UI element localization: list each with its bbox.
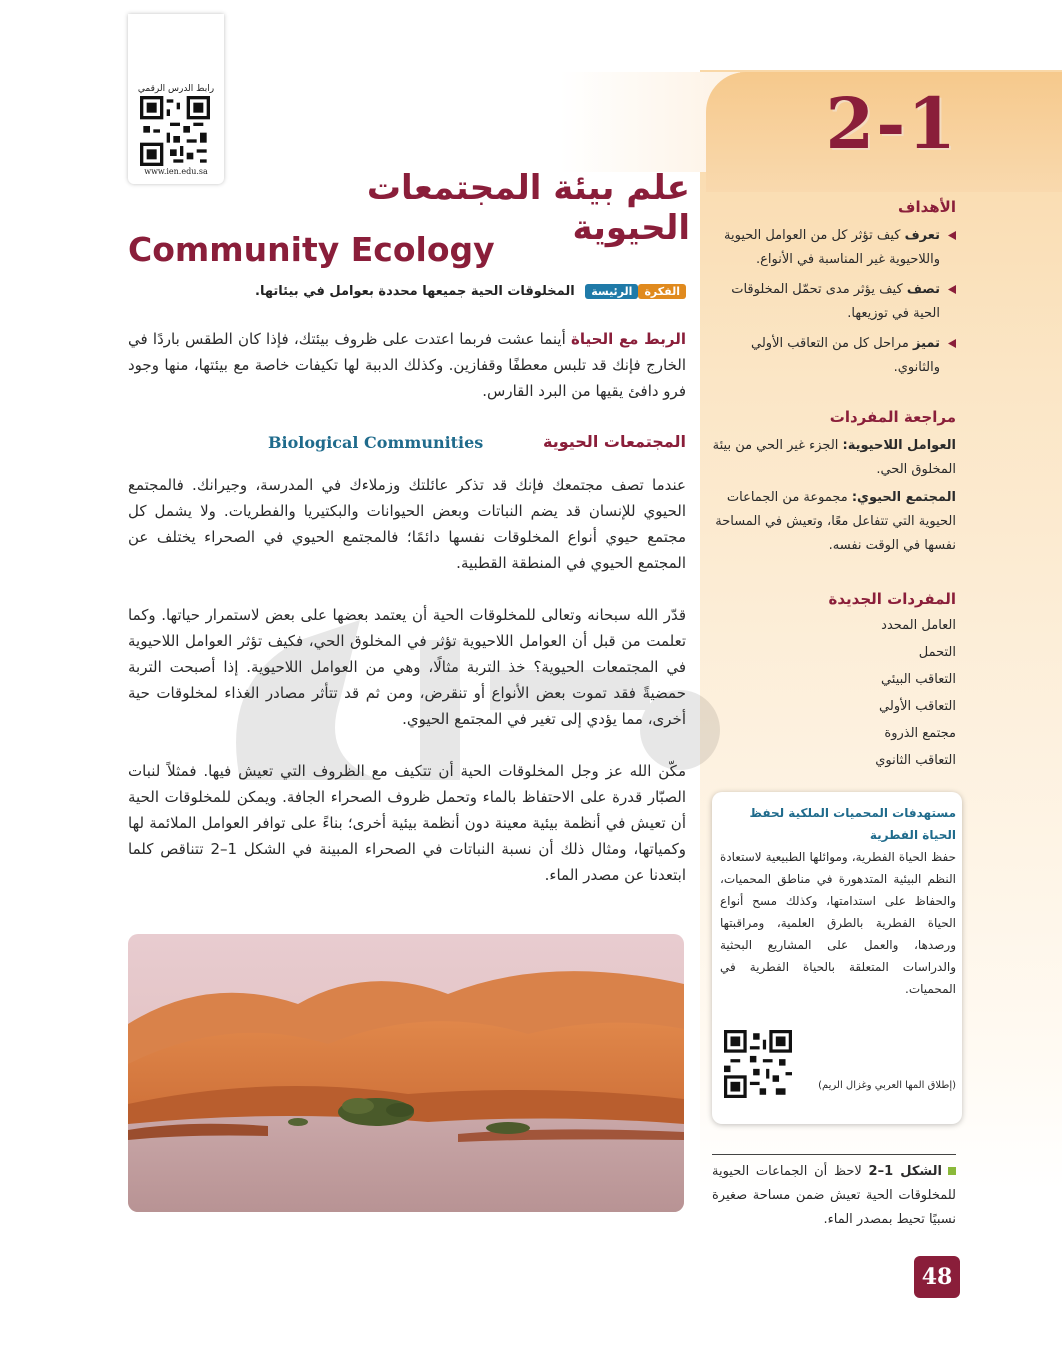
intro-lead: الربط مع الحياة (571, 330, 686, 348)
figure-caption-text: لاحظ أن الجماعات الحيوية للمخلوقات الحية تعيش ضمن مساحة صغيرة نسبيًا تحيط بمصدر الماء. (712, 1164, 956, 1227)
main-idea-badge-idea: الفكرة (638, 284, 686, 299)
figure-caption (712, 1160, 956, 1232)
lesson-title-arabic: علم بيئة المجتمعات الحيوية (366, 168, 690, 248)
objective-text: كيف تؤثر كل من العوامل الحيوية واللاحيوية غير المناسبة في الأنواع. (724, 228, 940, 267)
royal-reserves-title: مستهدفات المحميات الملكية لحفظ الحياة الفطرية (749, 806, 956, 842)
body-paragraph-3: مكّن الله عز وجل المخلوقات الحية أن تتكيف مع الظروف التي تعيش فيها. فمثلاً لنبات الصبّار قدرة على الاحتفاظ بالماء وتحمل ظروف الصحراء الجافة. ويمكن للمخلوقات الحية أن تعيش في أنظمة بيئية معينة دون أنظمة بيئية أخرى؛ بناءً على توافر العوامل الملائمة لها وكمياتها، ومثال ذلك أن نسبة النباتات في الصحراء المبينة في الشكل 1–2 تتناقص كلما ابتعدنا عن مصدر الماء. (128, 762, 686, 884)
intro-paragraph (128, 326, 686, 404)
bullet-icon (948, 231, 956, 240)
objectives-list (712, 224, 956, 386)
review-vocab-title: مراجعة المفردات (829, 408, 956, 426)
new-vocab-title: المفردات الجديدة (828, 590, 956, 608)
objective-label: تعرف (904, 228, 940, 243)
objective-item (712, 224, 956, 272)
objective-text: مراحل كل من التعاقب الأولي والثانوي. (751, 336, 940, 375)
caption-divider (712, 1154, 956, 1155)
new-vocab-item: التعاقب الثانوي (875, 753, 956, 768)
new-vocab-item: التعاقب البيئي (880, 672, 956, 687)
main-idea-badge-main: الرئيسة (585, 284, 638, 299)
objective-text: كيف يؤثر مدى تحمّل المخلوقات الحية في توزيعها. (731, 282, 940, 321)
lesson-number: 2-1 (825, 82, 958, 165)
desert-oasis-photo (128, 934, 684, 1212)
lesson-title-english: Community Ecology (128, 230, 495, 269)
objective-label: تميز (913, 336, 940, 351)
qr-code-icon[interactable] (722, 1030, 794, 1098)
new-vocab-item: التعاقب الأولي (879, 699, 956, 714)
vocab-definition: مجموعة من الجماعات الحيوية التي تتفاعل معًا، وتعيش في المساحة نفسها في الوقت نفسه. (715, 490, 956, 553)
qr-code-icon[interactable] (138, 96, 212, 166)
page-number: 48 (914, 1256, 960, 1298)
new-vocab-list (712, 612, 956, 774)
vocab-term: المجتمع الحيوي: (851, 490, 956, 505)
review-vocab-item (712, 486, 956, 558)
new-vocab-item: التحمل (918, 645, 956, 660)
intro-text: أينما عشت فربما اعتدت على ظروف بيئتك، فإذا كان الطقس باردًا في الخارج فإنك قد تلبس معطفًا وقفازين. وكذلك الدببة لها تكيفات خاصة مع بيئتها، منها وجود فرو دافئ يقيها من البرد القارس. (128, 330, 686, 400)
body-paragraph-1: عندما تصف مجتمعك فإنك قد تذكر عائلتك وزملاءك في المدرسة، وجيرانك. فالمجتمع الحيوي للإنسان قد يضم النباتات وبعض الحيوانات والبكتيريا والفطريات. ولا يشمل كل مجتمع حيوي أنواع المخلوقات نفسها دائمًا؛ فالمجتمع الحيوي في الصحراء يختلف عن المجتمع الحيوي في المنطقة القطبية. (128, 476, 686, 572)
figure-label: الشكل 1–2 (868, 1164, 942, 1179)
objective-item (712, 278, 956, 326)
new-vocab-item: العامل المحدد (881, 618, 956, 633)
vocab-definition: الجزء غير الحي من بيئة المخلوق الحي. (712, 438, 956, 477)
bullet-icon (948, 339, 956, 348)
bullet-icon (948, 285, 956, 294)
review-vocab-list (712, 434, 956, 558)
objectives-title: الأهداف (898, 198, 956, 216)
objective-item (712, 332, 956, 380)
qr-label: رابط الدرس الرقمي (137, 84, 215, 94)
section-heading-arabic: المجتمعات الحيوية (543, 432, 686, 451)
review-vocab-item (712, 434, 956, 482)
section-heading-english: Biological Communities (268, 433, 484, 452)
main-idea-text: المخلوقات الحية جميعها محددة بعوامل في بيئاتها. (255, 284, 575, 299)
new-vocab-item: مجتمع الذروة (884, 726, 956, 741)
main-idea (230, 284, 686, 312)
section-heading (250, 432, 686, 460)
royal-reserves-caption: (إطلاق المها العربي وغزال الريم) (818, 1080, 956, 1091)
objective-label: تصف (906, 282, 940, 297)
royal-reserves-text: حفظ الحياة الفطرية، وموائلها الطبيعية لاستعادة النظم البيئية المتدهورة في مناطق المحميات، والحفاظ على استدامتها، وكذلك مسح أنواع الحياة الفطرية بالطرق العلمية، ومراقبتها ورصدها، والعمل على المشاريع البحثية والدراسات المتعلقة بالحياة الفطرية في المحميات. (720, 850, 956, 996)
qr-website[interactable]: www.ien.edu.sa (144, 167, 208, 176)
caption-marker-icon (948, 1167, 956, 1175)
vocab-term: العوامل اللاحيوية: (842, 438, 956, 453)
body-paragraph-2: قدّر الله سبحانه وتعالى للمخلوقات الحية أن يعتمد بعضها على بعض لاستمرار حياتها. وكما تعلمت من قبل أن العوامل اللاحيوية تؤثر في المخلوق الحي، فكيف تؤثر العوامل اللاحيوية في المجتمعات الحيوية؟ خذ التربة مثالًا، وهي من العوامل اللاحيوية. إذا أصبحت التربة حمضيةً فقد تموت بعض الأنواع أو تنقرض، ومن ثم قد تتأثر مصادر الغذاء لمخلوقات حية أخرى، مما يؤدي إلى تغير في المجتمع الحيوي. (128, 606, 686, 728)
